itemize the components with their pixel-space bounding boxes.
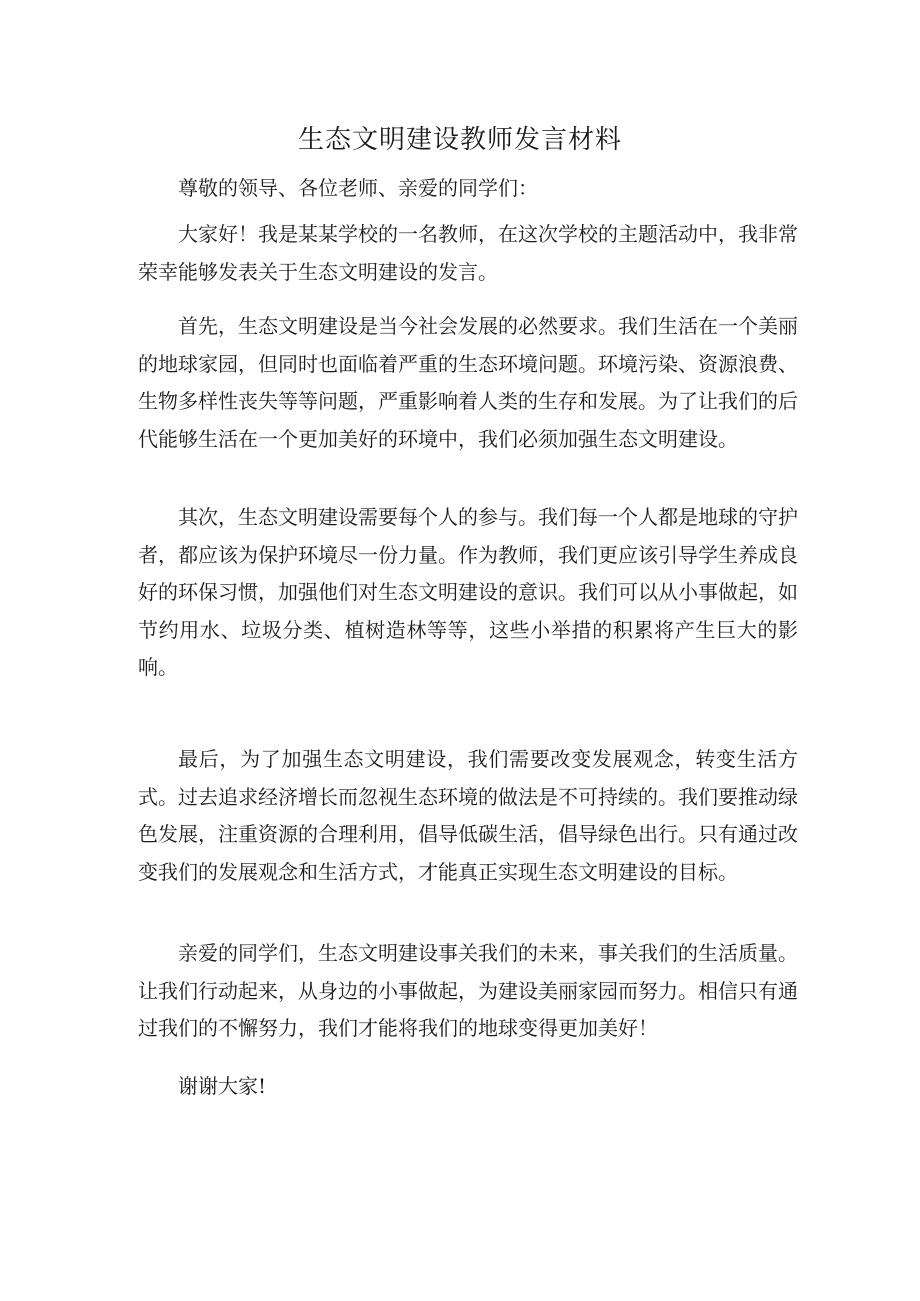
paragraph-conclusion: 亲爱的同学们，生态文明建设事关我们的未来，事关我们的生活质量。让我们行动起来，从身边的小事做起，为建设美丽家园而努力。相信只有通过我们的不懈努力，我们才能将我们的地球变得更加美好！ — [138, 941, 798, 1040]
salutation: 尊敬的领导、各位老师、亲爱的同学们： — [178, 176, 538, 200]
paragraph-first-point: 首先，生态文明建设是当今社会发展的必然要求。我们生活在一个美丽的地球家园，但同时也面临着严重的生态环境问题。环境污染、资源浪费、生物多样性丧失等等问题，严重影响着人类的生存和发展。为了让我们的后代能够生活在一个更加美好的环境中，我们必须加强生态文明建设。 — [138, 314, 798, 451]
paragraph-greeting: 大家好！我是某某学校的一名教师，在这次学校的主题活动中，我非常荣幸能够发表关于生态文明建设的发言。 — [138, 222, 798, 284]
document-title: 生态文明建设教师发言材料 — [297, 125, 622, 155]
paragraph-second-point: 其次，生态文明建设需要每个人的参与。我们每一个人都是地球的守护者，都应该为保护环境尽一份力量。作为教师，我们更应该引导学生养成良好的环保习惯，加强他们对生态文明建设的意识。我们可以从小事做起，如节约用水、垃圾分类、植树造林等等，这些小举措的积累将产生巨大的影响。 — [138, 505, 798, 679]
paragraph-third-point: 最后，为了加强生态文明建设，我们需要改变发展观念，转变生活方式。过去追求经济增长而忽视生态环境的做法是不可持续的。我们要推动绿色发展，注重资源的合理利用，倡导低碳生活，倡导绿色出行。只有通过改变我们的发展观念和生活方式，才能真正实现生态文明建设的目标。 — [138, 747, 798, 884]
closing-thanks: 谢谢大家! — [178, 1074, 267, 1098]
